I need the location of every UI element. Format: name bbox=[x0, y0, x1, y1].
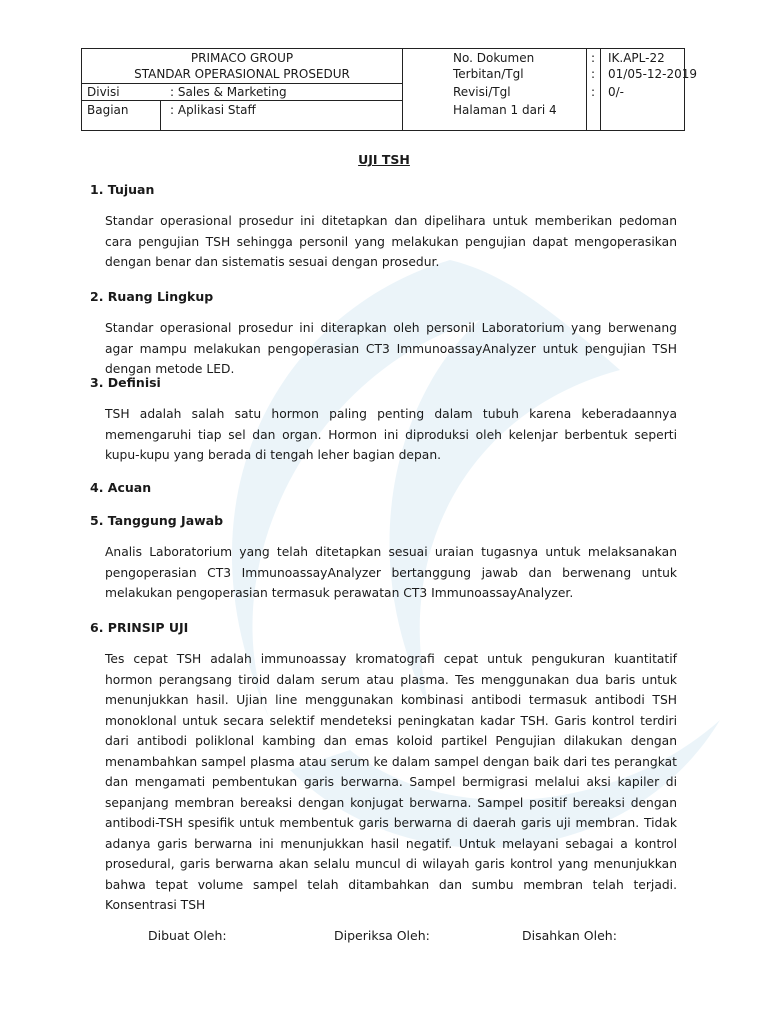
meta-label-revisi: Revisi/Tgl bbox=[453, 85, 511, 99]
signature-diperiksa: Diperiksa Oleh: bbox=[334, 928, 430, 943]
section-heading-definisi: 3. Definisi bbox=[90, 375, 161, 390]
meta-colon: : bbox=[591, 85, 596, 99]
signature-dibuat: Dibuat Oleh: bbox=[148, 928, 227, 943]
section-heading-tujuan: 1. Tujuan bbox=[90, 182, 155, 197]
meta-colon: : bbox=[591, 51, 596, 65]
section-heading-tanggung-jawab: 5. Tanggung Jawab bbox=[90, 513, 224, 528]
meta-label-terbitan: Terbitan/Tgl bbox=[453, 67, 524, 81]
meta-label-halaman: Halaman 1 dari 4 bbox=[453, 103, 557, 117]
signature-disahkan: Disahkan Oleh: bbox=[522, 928, 617, 943]
section-heading-ruang-lingkup: 2. Ruang Lingkup bbox=[90, 289, 214, 304]
bagian-value: : Aplikasi Staff bbox=[170, 103, 256, 117]
section-body-tanggung-jawab: Analis Laboratorium yang telah ditetapkan sesuai uraian tugasnya untuk melaksanakan pengoperasian CT3 ImmunoassayAnalyzer bertanggung jawab dan berwenang untuk melakukan pengoperasian termasuk perawatan CT3 ImmunoassayAnalyzer. bbox=[105, 545, 677, 600]
document-title: UJI TSH bbox=[358, 152, 410, 167]
meta-value-terbitan: 01/05-12-2019 bbox=[608, 67, 698, 81]
header-table bbox=[81, 48, 698, 131]
section-heading-prinsip-uji: 6. PRINSIP UJI bbox=[90, 620, 189, 635]
doc-type: STANDAR OPERASIONAL PROSEDUR bbox=[134, 67, 350, 81]
meta-value-no-dokumen: IK.APL-22 bbox=[608, 51, 665, 65]
section-body-tujuan: Standar operasional prosedur ini ditetapkan dan dipelihara untuk memberikan pedoman cara pengujian TSH sehingga personil yang melakukan pengujian dapat mengoperasikan dengan benar dan sistematis sesuai dengan prosedur. bbox=[105, 214, 677, 269]
bagian-label: Bagian bbox=[87, 103, 129, 117]
company-name: PRIMACO GROUP bbox=[190, 51, 294, 65]
meta-value-revisi: 0/- bbox=[608, 85, 625, 99]
meta-colon: : bbox=[591, 67, 596, 81]
meta-label-no-dokumen: No. Dokumen bbox=[453, 51, 535, 65]
section-body-definisi: TSH adalah salah satu hormon paling penting dalam tubuh karena keberadaannya memengaruhi tiap sel dan organ. Hormon ini diproduksi oleh kelenjar berbentuk seperti kupu-kupu yang berada di tengah leher bagian depan. bbox=[105, 407, 677, 462]
section-body-ruang-lingkup: Standar operasional prosedur ini diterapkan oleh personil Laboratorium yang berwenang agar mampu melakukan pengoperasian CT3 ImmunoassayAnalyzer untuk pengujian TSH dengan metode LED. bbox=[105, 321, 677, 376]
divisi-label: Divisi bbox=[87, 85, 120, 99]
section-heading-acuan: 4. Acuan bbox=[90, 480, 152, 495]
divisi-value: : Sales & Marketing bbox=[170, 85, 287, 99]
section-body-prinsip-uji: Tes cepat TSH adalah immunoassay kromatografi cepat untuk pengukuran kuantitatif hormon perangsang tiroid dalam serum atau plasma. Tes menggunakan dua baris untuk menunjukkan hasil. Ujian line menggunakan kombinasi antibodi termasuk antibodi TSH monoklonal untuk secara selektif mendeteksi peningkatan kadar TSH. Garis kontrol terdiri dari antibodi poliklonal kambing dan emas koloid partikel Pengujian dilakukan dengan menambahkan sampel plasma atau serum ke dalam sampel dengan baik dari tes perangkat dan mengamati pembentukan garis berwarna. Sampel bermigrasi melalui aksi kapiler di sepanjang membran bereaksi dengan konjugat berwarna. Sampel positif bereaksi dengan antibodi-TSH spesifik untuk membentuk garis berwarna di daerah garis uji membran. Tidak adanya garis berwarna ini menunjukkan hasil negatif. Untuk melayani sebagai a kontrol prosedural, garis berwarna akan selalu muncul di wilayah garis kontrol yang menunjukkan bahwa tepat volume sampel telah ditambahkan dan sumbu membran telah terjadi. Konsentrasi TSH bbox=[105, 652, 677, 912]
